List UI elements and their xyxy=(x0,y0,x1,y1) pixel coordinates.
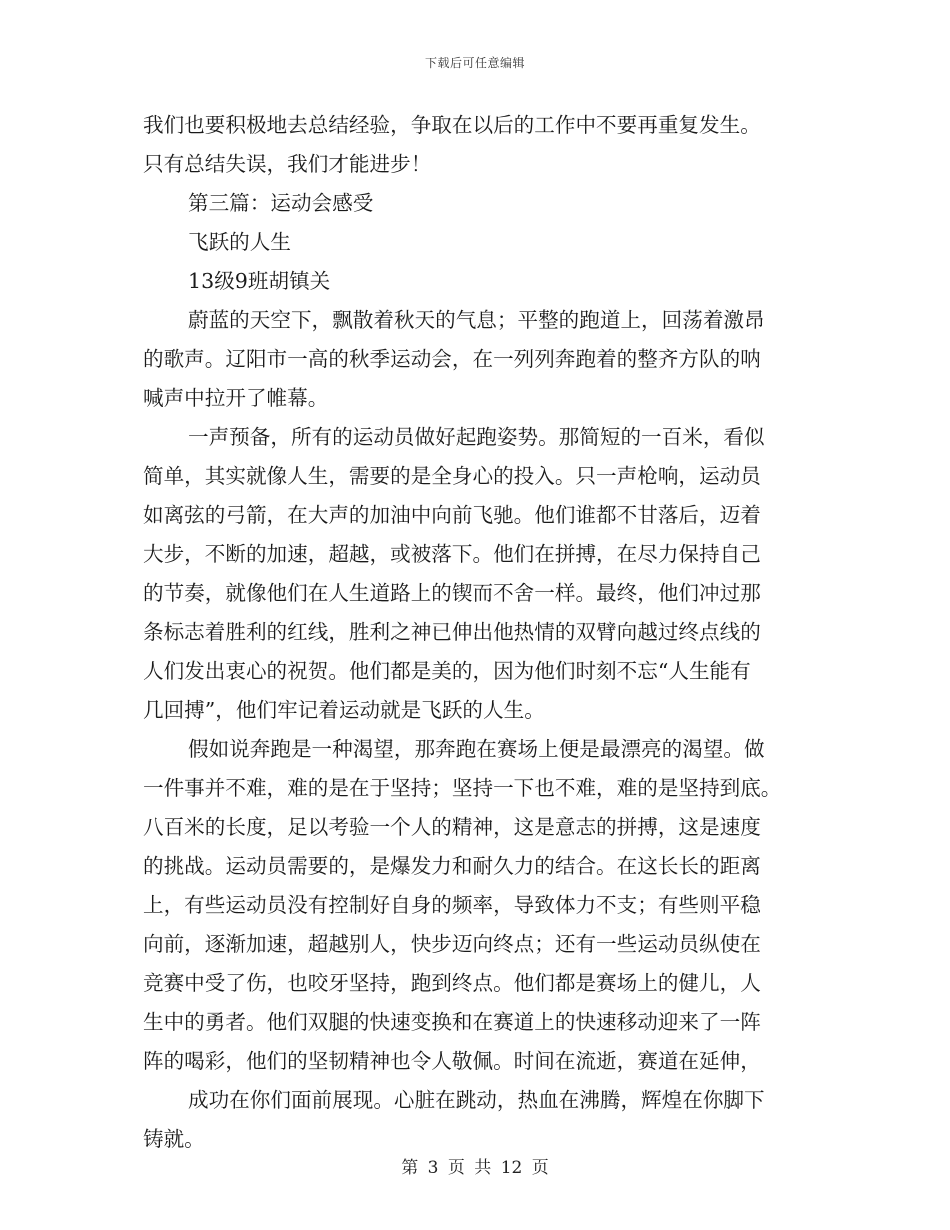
paragraph-3-line-9: 阵的喝彩，他们的坚韧精神也令人敬佩。时间在流逝，赛道在延伸， xyxy=(143,1049,761,1073)
paragraph-3-line-6: 向前，逐渐加速，超越别人，快步迈向终点；还有一些运动员纵使在 xyxy=(143,932,761,956)
body-line-2: 只有总结失误，我们才能进步！ xyxy=(143,152,432,176)
paragraph-3-line-2: 一件事并不难，难的是在于坚持；坚持一下也不难，难的是坚持到底。 xyxy=(143,776,782,800)
article-title: 飞跃的人生 xyxy=(188,230,291,254)
paragraph-4-line-2: 铸就。 xyxy=(143,1127,205,1151)
paragraph-3-line-8: 生中的勇者。他们双腿的快速变换和在赛道上的快速移动迎来了一阵 xyxy=(143,1010,761,1034)
paragraph-1-line-2: 的歌声。辽阳市一高的秋季运动会，在一列列奔跑着的整齐方队的呐 xyxy=(143,347,761,371)
article-author: 13级9班胡镇关 xyxy=(188,269,331,293)
paragraph-2-line-3: 如离弦的弓箭，在大声的加油中向前飞驰。他们谁都不甘落后，迈着 xyxy=(143,503,761,527)
paragraph-2-line-2: 简单，其实就像人生，需要的是全身心的投入。只一声枪响，运动员 xyxy=(143,464,761,488)
section-title: 第三篇：运动会感受 xyxy=(188,191,374,215)
paragraph-4-line-1: 成功在你们面前展现。心脏在跳动，热血在沸腾，辉煌在你脚下 xyxy=(188,1088,765,1112)
page-number: 第 3 页 共 12 页 xyxy=(401,1158,549,1178)
paragraph-3-line-3: 八百米的长度，足以考验一个人的精神，这是意志的拼搏，这是速度 xyxy=(143,815,761,839)
paragraph-2-line-5: 的节奏，就像他们在人生道路上的锲而不舍一样。最终，他们冲过那 xyxy=(143,581,761,605)
paragraph-3-line-4: 的挑战。运动员需要的，是爆发力和耐久力的结合。在这长长的距离 xyxy=(143,854,761,878)
paragraph-1-line-1: 蔚蓝的天空下，飘散着秋天的气息；平整的跑道上，回荡着激昂 xyxy=(188,308,765,332)
body-line-1: 我们也要积极地去总结经验，争取在以后的工作中不要再重复发生。 xyxy=(143,113,761,137)
paragraph-2-line-1: 一声预备，所有的运动员做好起跑姿势。那简短的一百米，看似 xyxy=(188,425,765,449)
paragraph-3-line-1: 假如说奔跑是一种渴望，那奔跑在赛场上便是最漂亮的渴望。做 xyxy=(188,737,765,761)
paragraph-2-line-8: 几回搏”，他们牢记着运动就是飞跃的人生。 xyxy=(143,698,545,722)
paragraph-2-line-6: 条标志着胜利的红线，胜利之神已伸出他热情的双臂向越过终点线的 xyxy=(143,620,761,644)
paragraph-3-line-5: 上，有些运动员没有控制好自身的频率，导致体力不支；有些则平稳 xyxy=(143,893,761,917)
paragraph-2-line-7: 人们发出衷心的祝贺。他们都是美的，因为他们时刻不忘“人生能有 xyxy=(143,659,751,683)
paragraph-2-line-4: 大步，不断的加速，超越，或被落下。他们在拼搏，在尽力保持自己 xyxy=(143,542,761,566)
document-body xyxy=(143,106,807,1159)
page-header: 下载后可任意编辑 xyxy=(424,56,525,70)
paragraph-3-line-7: 竞赛中受了伤，也咬牙坚持，跑到终点。他们都是赛场上的健儿，人 xyxy=(143,971,761,995)
paragraph-1-line-3: 喊声中拉开了帷幕。 xyxy=(143,386,329,410)
